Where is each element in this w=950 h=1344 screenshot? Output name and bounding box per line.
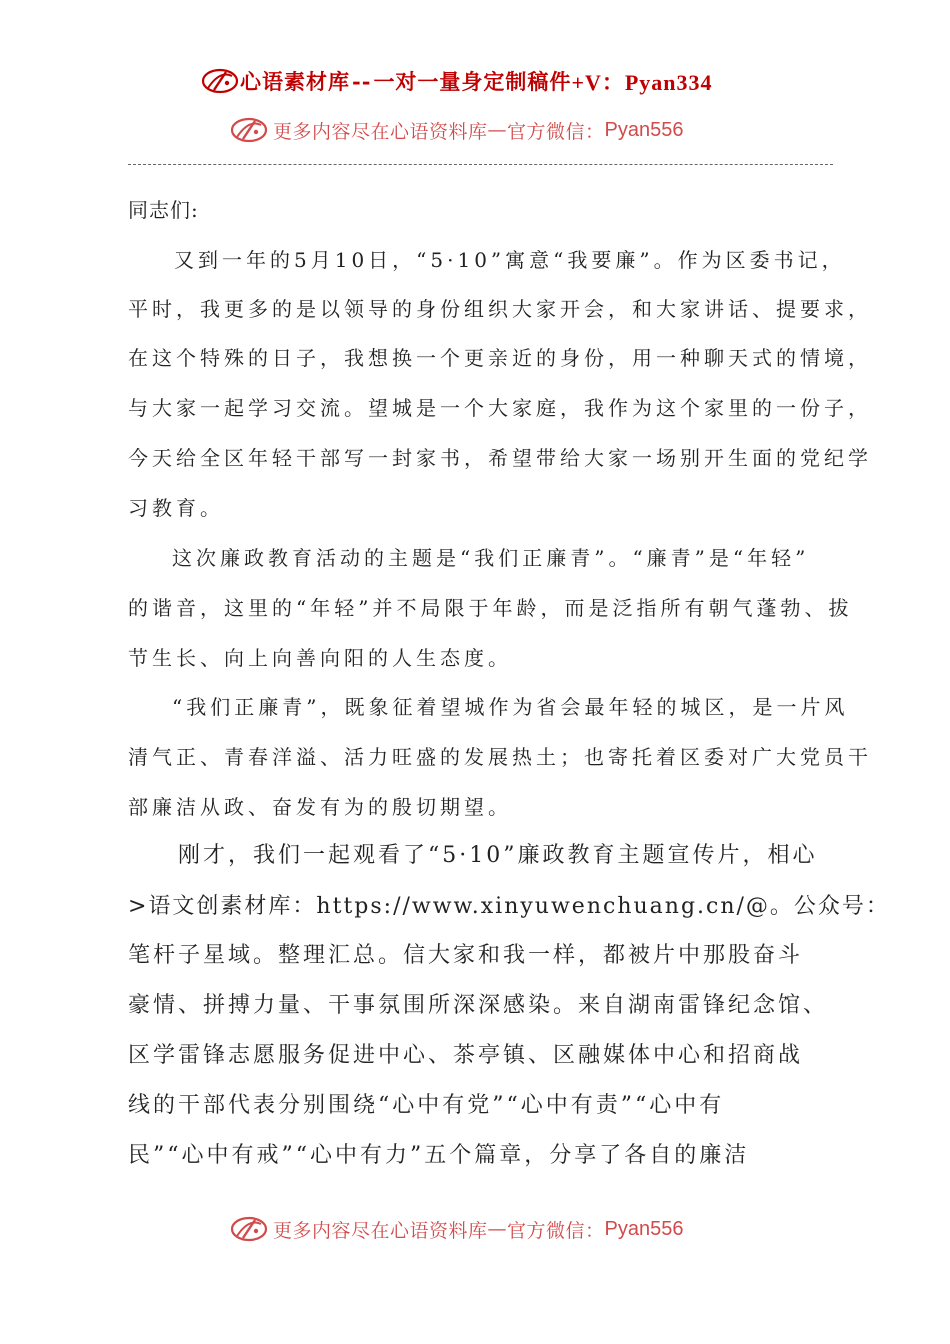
text-line: 与大家一起学习交流。望城是一个大家庭，我作为这个家里的一份子，	[128, 396, 872, 420]
text-line: 这次廉政教育活动的主题是“我们正廉青”。“廉青”是“年轻”	[172, 546, 810, 570]
text-line: 清气正、青春洋溢、活力旺盛的发展热土；也寄托着区委对广大党员干	[128, 745, 872, 769]
text-line: 又到一年的5月10日，“5·10”寓意“我要廉”。作为区委书记，	[174, 248, 846, 272]
text-line: 节生长、向上向善向阳的人生态度。	[128, 646, 512, 670]
text-line: 平时，我更多的是以领导的身份组织大家开会，和大家讲话、提要求，	[128, 297, 872, 321]
brand-logo-icon	[200, 66, 240, 96]
text-line: 区学雷锋志愿服务促进中心、茶亭镇、区融媒体中心和招商战	[128, 1043, 804, 1068]
greeting: 同志们:	[128, 198, 199, 222]
watermark-logo-icon	[229, 1214, 269, 1244]
text-line: 习教育。	[128, 496, 224, 520]
watermark-dash: —	[487, 119, 508, 141]
header-tagline: 一对一量身定制稿件	[373, 69, 572, 94]
text-line: 线的干部代表分别围绕“心中有党”“心中有责”“心中有	[128, 1093, 725, 1118]
watermark-dash: —	[487, 1218, 508, 1240]
text-line: 部廉洁从政、奋发有为的殷切期望。	[128, 795, 512, 819]
header-wechat: +V：Pyan334	[571, 69, 713, 95]
header-brand: 心语素材库	[240, 69, 350, 94]
text-line: 刚才，我们一起观看了“5·10”廉政教育主题宣传片，相心	[178, 843, 818, 868]
text-line: >语文创素材库：https://www.xinyuwenchuang.cn/@。公众号：	[128, 894, 890, 919]
text-line: “我们正廉青”，既象征着望城作为省会最年轻的城区，是一片风	[172, 695, 849, 719]
watermark-text: 更多内容尽在心语资料库	[273, 120, 488, 143]
header-title	[200, 64, 713, 98]
text-line: 笔杆子星域。整理汇总。信大家和我一样，都被片中那股奋斗	[128, 943, 804, 968]
watermark-id: Pyan556	[604, 1217, 684, 1240]
watermark-logo-icon	[229, 115, 269, 145]
watermark-bottom	[229, 1211, 684, 1247]
watermark-text: 更多内容尽在心语资料库	[273, 1219, 488, 1242]
watermark-label: 官方微信：	[507, 1219, 605, 1242]
text-line: 的谐音，这里的“年轻”并不局限于年龄，而是泛指所有朝气蓬勃、拔	[128, 596, 853, 620]
header-separator: --	[352, 68, 372, 94]
text-line: 民”“心中有戒”“心中有力”五个篇章，分享了各自的廉洁	[128, 1143, 750, 1168]
watermark-id: Pyan556	[604, 118, 684, 141]
header-divider	[128, 164, 833, 165]
watermark-label: 官方微信：	[507, 120, 605, 143]
watermark-top	[229, 112, 684, 148]
text-line: 在这个特殊的日子，我想换一个更亲近的身份，用一种聊天式的情境，	[128, 346, 872, 370]
text-line: 今天给全区年轻干部写一封家书，希望带给大家一场别开生面的党纪学	[128, 446, 872, 470]
text-line: 豪情、拼搏力量、干事氛围所深深感染。来自湖南雷锋纪念馆、	[128, 993, 829, 1018]
